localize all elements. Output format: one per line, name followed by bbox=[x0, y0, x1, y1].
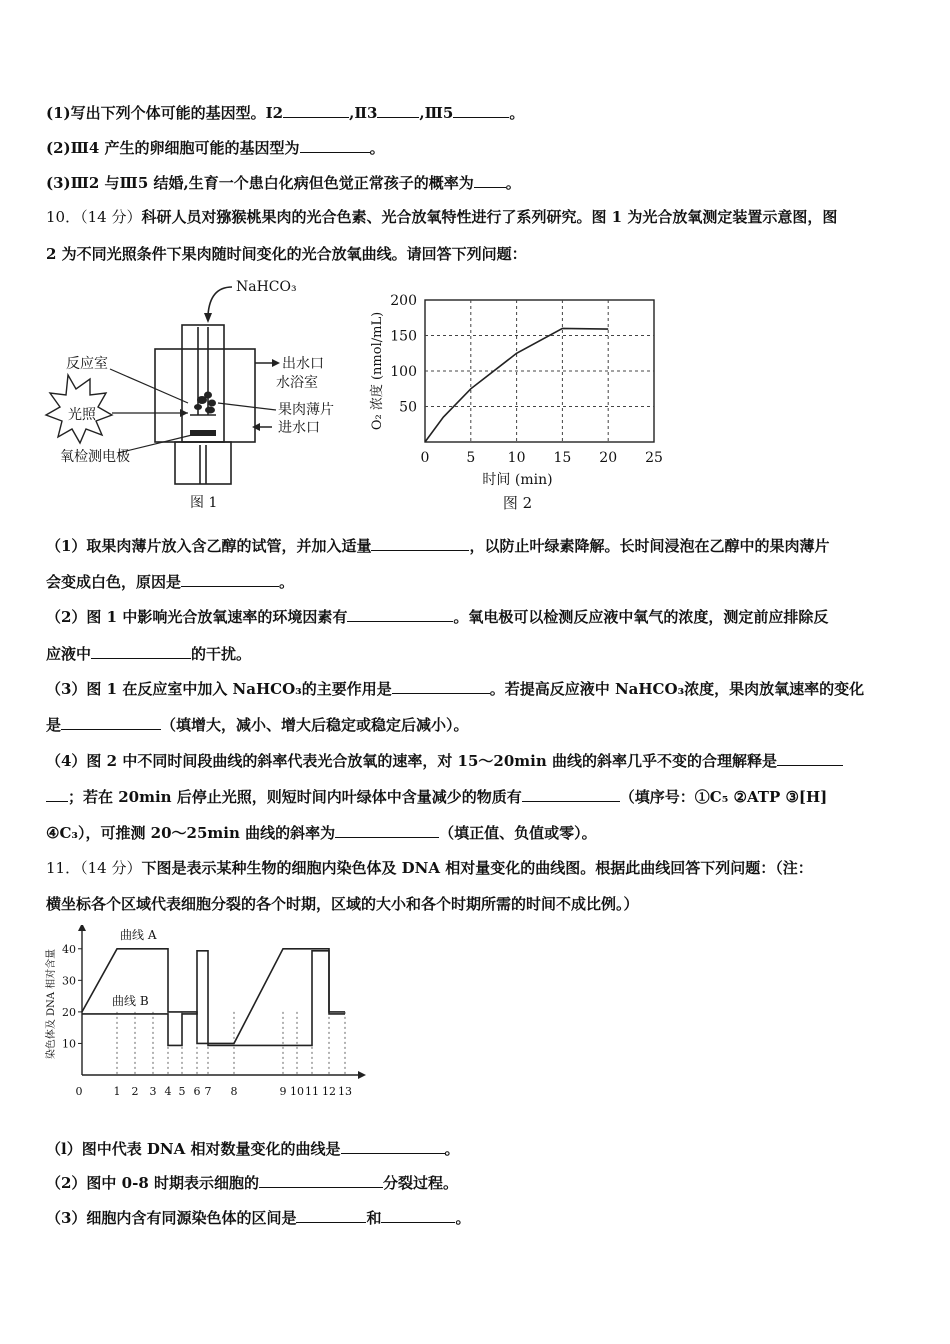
y-axis-label: O₂ 浓度 (nmol/mL) bbox=[370, 311, 385, 431]
x-tick-label: 15 bbox=[553, 450, 572, 466]
q10-sub2-text2: 。氧电极可以检测反应液中氧气的浓度，测定前应排除反 bbox=[453, 608, 829, 626]
label-fruit-slice: 果肉薄片 bbox=[278, 402, 334, 418]
y-axis-label: 染色体及 DNA 相对含量 bbox=[46, 948, 57, 1060]
q9-part3 bbox=[46, 172, 908, 193]
q11-number: 11． bbox=[46, 859, 81, 877]
x-tick-label: 0 bbox=[75, 1085, 83, 1098]
answer-blank[interactable] bbox=[371, 535, 469, 551]
curve-b-label: 曲线 B bbox=[112, 994, 149, 1008]
y-tick-label: 30 bbox=[62, 974, 76, 988]
y-tick-label: 200 bbox=[390, 293, 417, 309]
x-tick-label: 13 bbox=[338, 1085, 352, 1098]
y-tick-label: 20 bbox=[62, 1005, 76, 1019]
q10-sub4-text4: ④C₃），可推测 20～25min 曲线的斜率为 bbox=[46, 824, 336, 842]
q11-sub3 bbox=[46, 1207, 908, 1228]
q10-sub2-end: 的干扰。 bbox=[191, 645, 252, 663]
y-axis-arrow bbox=[78, 925, 86, 931]
electrode-housing bbox=[175, 442, 231, 484]
q11-sub3-text: （3）细胞内含有同源染色体的区间是 bbox=[46, 1209, 297, 1227]
q10-sub1-line1 bbox=[46, 535, 908, 556]
q10-sub3-text3: 是 bbox=[46, 716, 62, 734]
answer-blank[interactable] bbox=[347, 606, 453, 622]
q11-stem-line1 bbox=[46, 858, 908, 878]
q10-sub4-text2: ；若在 20min 后停止光照，则短时间内叶绿体中含量减少的物质有 bbox=[68, 788, 522, 806]
x-tick-label: 25 bbox=[645, 450, 663, 466]
label-water-bath: 水浴室 bbox=[276, 375, 318, 391]
q10-sub3-line1 bbox=[46, 678, 908, 699]
answer-blank[interactable] bbox=[259, 1172, 383, 1188]
answer-blank[interactable] bbox=[296, 1207, 366, 1223]
answer-blank[interactable] bbox=[381, 1207, 455, 1223]
q10-score: （14 分） bbox=[80, 208, 142, 226]
q9-p3-end: 。 bbox=[505, 174, 521, 192]
chart-title: 图 2 bbox=[502, 494, 533, 512]
q10-sub4-line1 bbox=[46, 750, 908, 771]
answer-blank[interactable] bbox=[46, 786, 68, 802]
x-tick-label: 7 bbox=[204, 1085, 212, 1098]
y-tick-label: 40 bbox=[62, 942, 76, 956]
q10-stem-line1 bbox=[46, 207, 908, 227]
q11-sub3-text2: 和 bbox=[366, 1209, 382, 1227]
answer-blank[interactable] bbox=[341, 1138, 445, 1154]
q11-score: （14 分） bbox=[80, 859, 142, 877]
q10-sub2-text: （2）图 1 中影响光合放氧速率的环境因素有 bbox=[46, 608, 348, 626]
answer-blank[interactable] bbox=[377, 102, 419, 118]
y-tick-label: 150 bbox=[390, 328, 417, 345]
x-tick-label: 10 bbox=[290, 1085, 304, 1098]
figure-1-apparatus bbox=[40, 275, 370, 515]
x-tick-label: 1 bbox=[113, 1085, 121, 1098]
q9-p1-end: 。 bbox=[509, 104, 525, 122]
q9-part1 bbox=[46, 102, 908, 123]
q10-sub2-text3: 应液中 bbox=[46, 645, 92, 663]
label-electrode: 氧检测电极 bbox=[60, 449, 130, 465]
y-tick-label: 50 bbox=[399, 399, 417, 416]
answer-blank[interactable] bbox=[453, 102, 509, 118]
q10-sub1-end: 。 bbox=[279, 573, 295, 591]
q10-sub2-line2 bbox=[46, 643, 908, 664]
label-reaction-chamber: 反应室 bbox=[66, 356, 108, 372]
answer-blank[interactable] bbox=[392, 678, 490, 694]
figure-2-o2-chart bbox=[340, 280, 680, 515]
label-inlet: 进水口 bbox=[278, 420, 320, 436]
label-light: 光照 bbox=[68, 407, 96, 423]
q9-p1-sep2: ,Ⅲ5 bbox=[419, 104, 454, 122]
q9-part2 bbox=[46, 137, 908, 158]
label-outlet: 出水口 bbox=[282, 356, 324, 372]
q9-p2-text: (2)Ⅲ4 产生的卵细胞可能的基因型为 bbox=[46, 139, 300, 157]
figure-chromosome-dna-chart bbox=[40, 925, 370, 1105]
q10-sub4-text3: （填序号：①C₅ ②ATP ③[H] bbox=[619, 788, 828, 806]
x-tick-label: 11 bbox=[305, 1085, 319, 1098]
x-axis-arrow bbox=[358, 1071, 366, 1079]
x-tick-label: 8 bbox=[230, 1085, 238, 1098]
q11-sub1-end: 。 bbox=[444, 1140, 460, 1158]
answer-blank[interactable] bbox=[283, 102, 349, 118]
q11-sub2-text: （2）图中 0-8 时期表示细胞的 bbox=[46, 1174, 259, 1192]
answer-blank[interactable] bbox=[300, 137, 370, 153]
q10-sub4-text: （4）图 2 中不同时间段曲线的斜率代表光合放氧的速率，对 15～20min 曲线的斜率几乎不变的合理解释是 bbox=[46, 752, 777, 770]
q10-sub4-line3 bbox=[46, 822, 908, 843]
q10-sub4-end: （填正值、负值或零）。 bbox=[439, 824, 597, 842]
x-tick-label: 4 bbox=[164, 1085, 172, 1098]
answer-blank[interactable] bbox=[181, 571, 279, 587]
q11-sub1-text: （l）图中代表 DNA 相对数量变化的曲线是 bbox=[46, 1140, 341, 1158]
x-tick-label: 20 bbox=[599, 450, 618, 466]
q10-number: 10． bbox=[46, 208, 81, 226]
q11-sub1 bbox=[46, 1138, 908, 1159]
q10-sub3-line2 bbox=[46, 714, 908, 735]
answer-blank[interactable] bbox=[91, 643, 191, 659]
q10-stem-text: 科研人员对猕猴桃果肉的光合色素、光合放氧特性进行了系列研究。图 1 为光合放氧测定装置示意图，图 bbox=[141, 208, 838, 226]
q10-sub1-text: （1）取果肉薄片放入含乙醇的试管，并加入适量 bbox=[46, 537, 372, 555]
answer-blank[interactable] bbox=[777, 750, 843, 766]
x-axis-label: 时间 (min) bbox=[482, 472, 553, 488]
q10-stem-line2 bbox=[46, 244, 908, 264]
curve-a-label: 曲线 A bbox=[120, 928, 157, 942]
x-tick-label: 9 bbox=[279, 1085, 287, 1098]
q9-p3-text: (3)Ⅲ2 与Ⅲ5 结婚,生育一个患白化病但色觉正常孩子的概率为 bbox=[46, 174, 474, 192]
q10-sub3-text: （3）图 1 在反应室中加入 NaHCO₃的主要作用是 bbox=[46, 680, 392, 698]
q10-sub3-end: （填增大，减小、增大后稳定或稳定后减小）。 bbox=[161, 716, 469, 734]
q11-stem-line2 bbox=[46, 894, 908, 914]
x-tick-label: 3 bbox=[149, 1085, 157, 1098]
q9-p1-text: (1)写出下列个体可能的基因型。Ⅰ2 bbox=[46, 104, 284, 122]
q10-sub1-text3: 会变成白色，原因是 bbox=[46, 573, 182, 591]
x-tick-label: 10 bbox=[507, 450, 526, 466]
y-tick-label: 10 bbox=[62, 1037, 76, 1051]
answer-blank[interactable] bbox=[335, 822, 439, 838]
q10-sub2-line1 bbox=[46, 606, 908, 627]
q10-sub1-line2 bbox=[46, 571, 908, 592]
q9-p1-sep1: ,Ⅱ3 bbox=[349, 104, 378, 122]
answer-blank[interactable] bbox=[522, 786, 620, 802]
x-tick-label: 0 bbox=[420, 450, 430, 466]
answer-blank[interactable] bbox=[474, 172, 506, 188]
x-tick-label: 5 bbox=[466, 450, 476, 466]
q10-stem-text2: 2 为不同光照条件下果肉随时间变化的光合放氧曲线。请回答下列问题： bbox=[46, 245, 527, 263]
q10-sub4-line2 bbox=[46, 786, 908, 807]
reaction-chamber bbox=[182, 325, 224, 442]
label-nahco3: NaHCO₃ bbox=[236, 279, 297, 295]
q11-stem-text: 下图是表示某种生物的细胞内染色体及 DNA 相对量变化的曲线图。根据此曲线回答下列问题：（注： bbox=[141, 859, 813, 877]
q11-sub2-end: 分裂过程。 bbox=[382, 1174, 458, 1192]
q11-sub3-end: 。 bbox=[455, 1209, 471, 1227]
x-tick-label: 2 bbox=[131, 1085, 139, 1098]
y-tick-label: 100 bbox=[390, 364, 417, 380]
q11-sub2 bbox=[46, 1172, 908, 1193]
q10-sub1-text2: ，以防止叶绿素降解。长时间浸泡在乙醇中的果肉薄片 bbox=[469, 537, 830, 555]
q9-p2-end: 。 bbox=[369, 139, 385, 157]
x-tick-label: 5 bbox=[178, 1085, 186, 1098]
q11-stem-text2: 横坐标各个区域代表细胞分裂的各个时期，区域的大小和各个时期所需的时间不成比例。） bbox=[46, 895, 639, 913]
q10-sub3-text2: 。若提高反应液中 NaHCO₃浓度，果肉放氧速率的变化 bbox=[489, 680, 865, 698]
x-tick-label: 6 bbox=[193, 1085, 201, 1098]
x-tick-label: 12 bbox=[322, 1085, 336, 1098]
answer-blank[interactable] bbox=[61, 714, 161, 730]
figure-1-caption: 图 1 bbox=[190, 495, 218, 511]
